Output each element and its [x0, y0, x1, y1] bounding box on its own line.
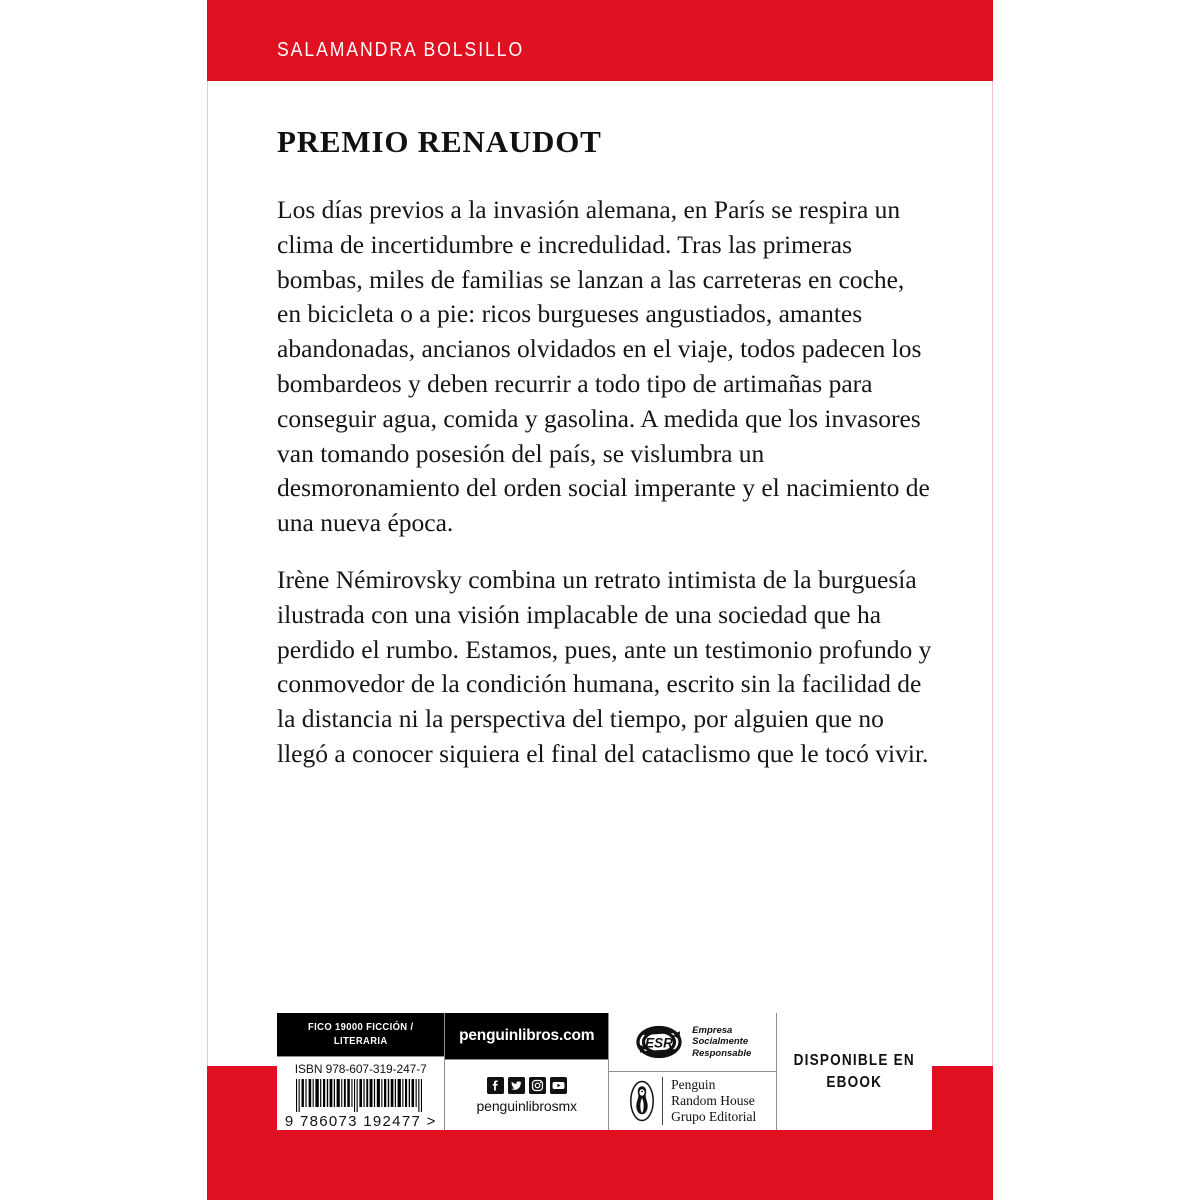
esr-caption-line-1: Empresa — [692, 1024, 733, 1036]
footer-info-strip — [277, 1013, 932, 1130]
isbn-text: ISBN 978-607-319-247-7 — [294, 1062, 427, 1076]
blurb-column — [277, 125, 932, 772]
website-box[interactable] — [445, 1013, 608, 1059]
ean13-barcode — [295, 1079, 427, 1112]
social-icon-row — [487, 1077, 567, 1094]
youtube-icon[interactable] — [550, 1077, 567, 1094]
website-social-column — [444, 1013, 608, 1130]
publisher-line-2: Random House — [671, 1093, 755, 1109]
blurb-paragraph-2: Irène Némirovsky combina un retrato intimista de la burguesía ilustrada con una visión implacable de una sociedad que ha perdido el rumbo. Estamos, pues, ante un testimonio profundo y conmovedor de la condición humana, escrito sin la facilidad de la distancia ni la perspectiva del tiempo, por alguien que no llegó a conocer siquiera el final del cataclismo que le tocó vivir. — [277, 565, 932, 769]
publisher-line-1: Penguin — [671, 1077, 716, 1093]
bisac-code-box — [277, 1013, 444, 1056]
logos-column — [608, 1013, 776, 1130]
social-handle: penguinlibrosmx — [476, 1097, 577, 1114]
bisac-isbn-column — [277, 1013, 444, 1130]
esr-caption-line-3: Responsable — [692, 1047, 752, 1059]
website-url: penguinlibros.com — [459, 1027, 595, 1044]
svg-text:ESR: ESR — [645, 1035, 674, 1051]
penguin-icon — [629, 1080, 655, 1122]
esr-caption — [692, 1025, 751, 1060]
isbn-barcode-box — [277, 1056, 444, 1130]
blurb-paragraph-1: Los días previos a la invasión alemana, en París se respira un clima de incertidumbre e incredulidad. Tras las primeras bombas, miles de familias se lanzan a las carreteras en coche, en bicicleta o a pie: ricos burgueses angustiados, amantes abandonadas, ancianos olvidados en el viaje, todos padecen los bombardeos y deben recurrir a todo tipo de artimañas para conseguir agua, comida y gasolina. A medida que los invasores van tomando posesión del país, se vislumbra un desmoronamiento del orden social imperante y el nacimiento de una nueva época. — [277, 195, 930, 538]
esr-caption-line-2: Socialmente — [692, 1036, 749, 1048]
esr-logo-box — [609, 1013, 776, 1071]
ean-digits: 9 786073 192477 > — [284, 1113, 437, 1130]
publisher-name — [662, 1077, 756, 1125]
publisher-logo-box — [609, 1071, 776, 1130]
social-box — [445, 1059, 608, 1130]
ebook-availability-box — [776, 1013, 932, 1130]
esr-seal-icon — [634, 1022, 686, 1062]
facebook-icon[interactable] — [487, 1077, 504, 1094]
award-title: PREMIO RENAUDOT — [277, 124, 602, 159]
publisher-line-3: Grupo Editorial — [671, 1108, 757, 1124]
imprint-label: SALAMANDRA BOLSILLO — [277, 39, 525, 61]
instagram-icon[interactable] — [529, 1077, 546, 1094]
bisac-code-text: FICO 19000 FICCIÓN / LITERARIA — [308, 1021, 414, 1047]
ebook-notice: DISPONIBLE EN EBOOK — [794, 1051, 916, 1091]
twitter-icon[interactable] — [508, 1077, 525, 1094]
